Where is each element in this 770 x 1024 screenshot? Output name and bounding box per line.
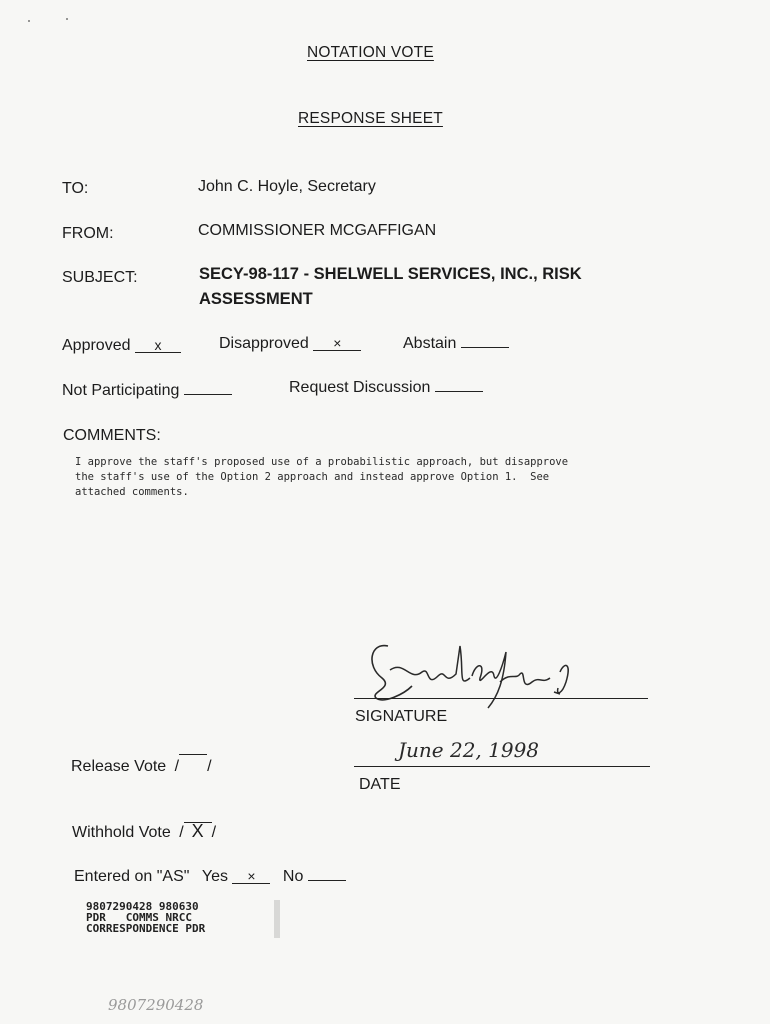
- disapproved-mark: ×: [333, 335, 342, 351]
- withhold-vote-label: Withhold Vote: [72, 824, 171, 841]
- stamp-line-3: CORRESPONDENCE PDR: [86, 922, 206, 935]
- request-discussion-row: [289, 377, 483, 397]
- not-participating-checkbox[interactable]: [184, 380, 232, 395]
- entered-on-as-label: Entered on "AS": [74, 868, 190, 885]
- release-vote-label: Release Vote: [71, 758, 167, 775]
- accession-stamp: [86, 901, 205, 934]
- date-label: DATE: [359, 776, 401, 793]
- release-vote-checkbox[interactable]: / /: [175, 758, 212, 776]
- comments-text: I approve the staff's proposed use of a probabilistic approach, but disapprove the staff's use of the Option 2 approach and instead approve Option 1. See attached comments.: [75, 456, 569, 498]
- approved-label: Approved: [62, 337, 131, 354]
- to-label: TO:: [62, 180, 89, 197]
- document-subtitle: RESPONSE SHEET: [298, 110, 443, 127]
- abstain-label: Abstain: [403, 335, 457, 352]
- date-handwritten: June 22, 1998: [398, 738, 540, 762]
- stamp-line-2: PDR COMMS NRCC: [86, 911, 192, 924]
- to-value: John C. Hoyle, Secretary: [198, 178, 376, 195]
- approved-checkbox[interactable]: [135, 338, 181, 353]
- withhold-vote-checkbox[interactable]: / X /: [179, 821, 217, 841]
- disapproved-checkbox[interactable]: [313, 336, 361, 351]
- date-line: [354, 766, 650, 767]
- scan-speck: [28, 20, 30, 22]
- comments-label: COMMENTS:: [63, 427, 161, 444]
- disapproved-label: Disapproved: [219, 335, 309, 352]
- signature-label: SIGNATURE: [355, 708, 448, 725]
- yes-label: Yes: [201, 868, 228, 885]
- subject-line-1: SECY-98-117 - SHELWELL SERVICES, INC., RISK: [199, 265, 582, 283]
- abstain-checkbox[interactable]: [461, 333, 509, 348]
- stamp-line-1: 9807290428 980630: [86, 900, 199, 913]
- approved-row: [62, 337, 181, 355]
- signature-line: [354, 698, 648, 699]
- withhold-vote-mark: X: [184, 822, 212, 839]
- subject-label: SUBJECT:: [62, 269, 138, 286]
- from-value: COMMISSIONER MCGAFFIGAN: [198, 222, 437, 239]
- release-vote-row: [71, 758, 212, 776]
- withhold-vote-row: [72, 822, 216, 842]
- subject-line-2: ASSESSMENT: [199, 290, 313, 308]
- from-label: FROM:: [62, 225, 114, 242]
- not-participating-row: [62, 380, 232, 400]
- yes-checkbox[interactable]: [232, 869, 270, 884]
- disapproved-row: [219, 335, 361, 353]
- abstain-row: [403, 333, 509, 353]
- scan-mark: [274, 900, 280, 938]
- handwritten-signature: [360, 632, 590, 712]
- footer-handwritten-number: 9807290428: [108, 996, 204, 1014]
- scan-speck: [66, 18, 68, 20]
- request-discussion-checkbox[interactable]: [435, 377, 483, 392]
- entered-on-as-row: [74, 866, 346, 886]
- request-discussion-label: Request Discussion: [289, 379, 431, 396]
- yes-mark: ×: [247, 868, 256, 884]
- approved-mark: x: [154, 337, 162, 353]
- not-participating-label: Not Participating: [62, 382, 180, 399]
- no-label: No: [282, 868, 304, 885]
- document-title: NOTATION VOTE: [307, 44, 434, 61]
- no-checkbox[interactable]: [308, 866, 346, 881]
